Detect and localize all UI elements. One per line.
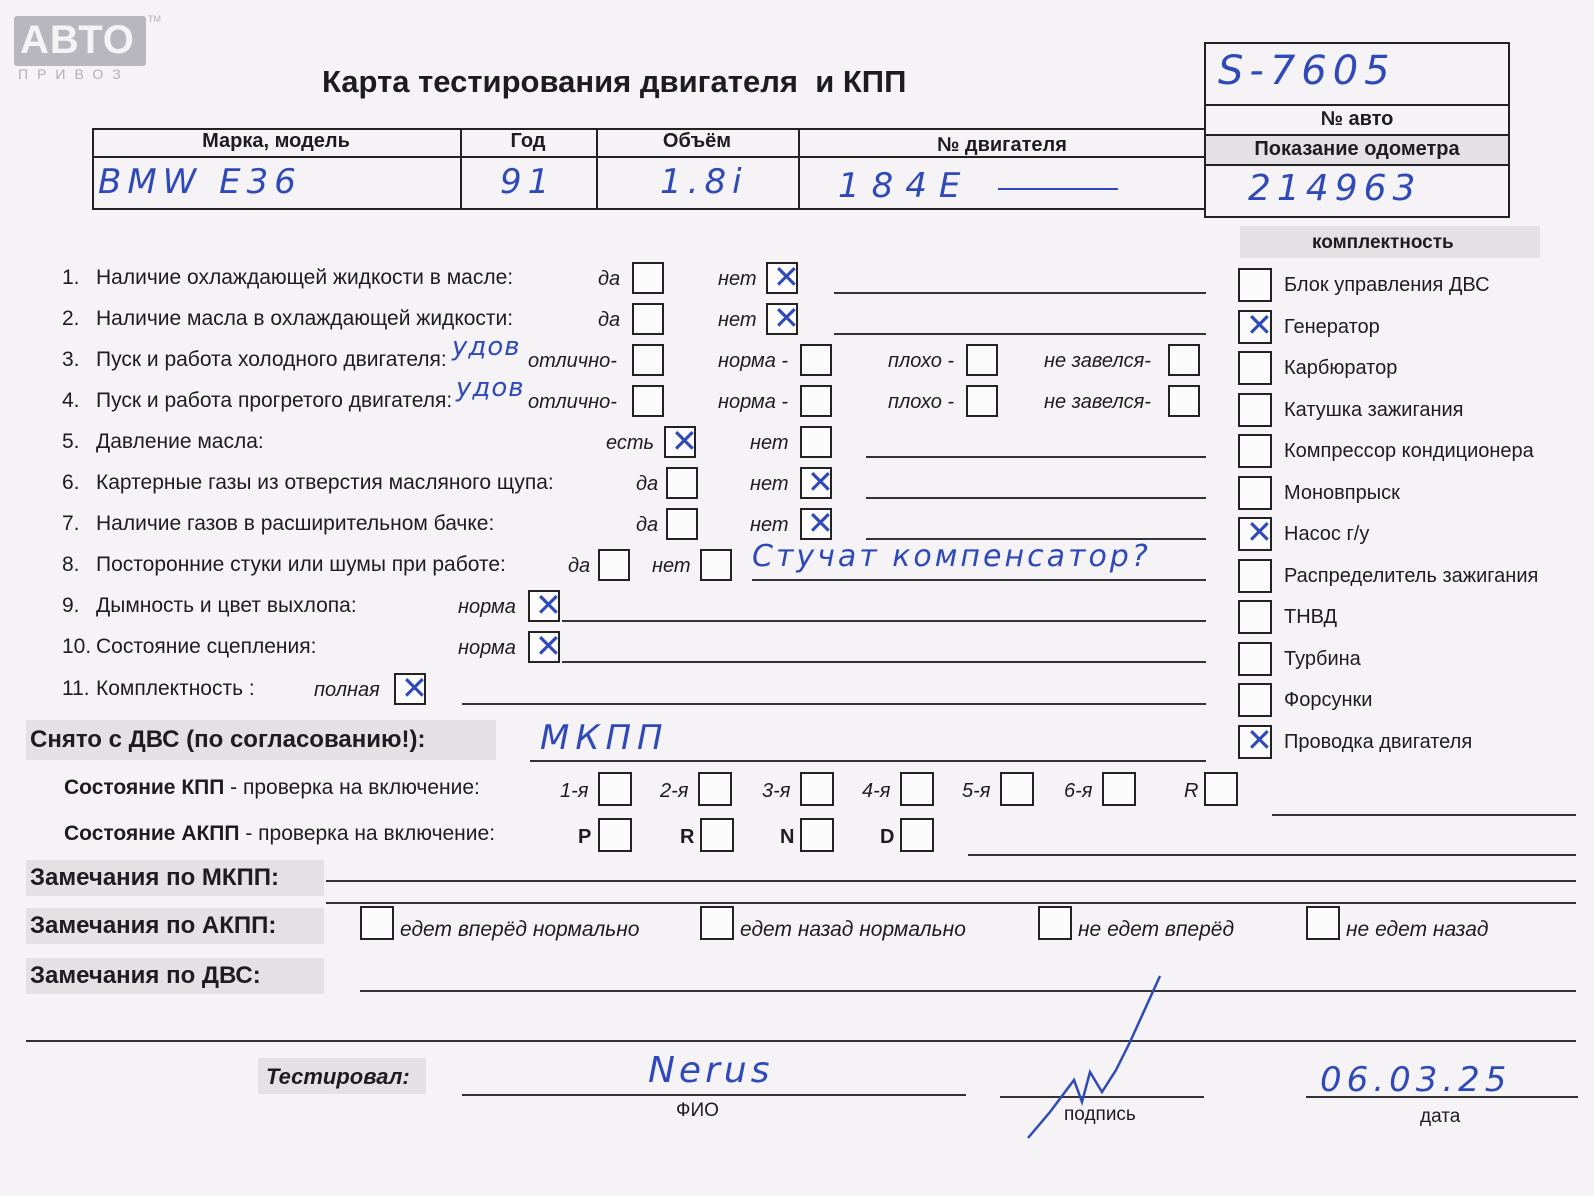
option-yes-checkbox[interactable] <box>666 508 698 540</box>
logo-tm: TM <box>148 14 161 24</box>
handwritten-note: Стучат компенсатор? <box>752 539 1151 574</box>
comment-line[interactable] <box>462 703 1206 705</box>
kit-checkbox[interactable] <box>1238 683 1272 717</box>
question-number: 5. <box>62 430 80 453</box>
question-text: Комплектность : <box>96 677 255 700</box>
question-text: Наличие охлаждающей жидкости в масле: <box>96 266 514 289</box>
akpp-option-checkbox[interactable] <box>1038 906 1072 940</box>
kit-checkbox[interactable] <box>1238 600 1272 634</box>
kit-checkbox[interactable] <box>1238 513 1273 551</box>
check-mark: ✕ <box>535 627 562 665</box>
akpp-option-label: едет назад нормально <box>740 918 966 941</box>
removed-label: Снято с ДВС (по согласованию!): <box>30 726 426 753</box>
kit-checkbox[interactable] <box>1238 559 1272 593</box>
gear-checkbox[interactable] <box>800 772 834 806</box>
option-checkbox[interactable] <box>966 344 998 376</box>
logo <box>14 16 146 66</box>
option-checkbox[interactable] <box>966 385 998 417</box>
sign-caption: подпись <box>1064 1104 1136 1125</box>
gear-label: R <box>1184 780 1199 802</box>
kit-item-label: Распределитель зажигания <box>1284 564 1539 587</box>
car-number-divider <box>1204 104 1510 106</box>
option-checkbox[interactable] <box>1168 344 1200 376</box>
kit-checkbox[interactable] <box>1238 642 1272 676</box>
option-no-label: нет <box>750 432 789 454</box>
mode-checkbox[interactable] <box>700 818 734 852</box>
check-mark: ✕ <box>671 422 698 460</box>
mode-label: D <box>880 826 895 848</box>
option-label: не завелся- <box>1044 350 1151 372</box>
option-no-checkbox[interactable] <box>766 299 800 337</box>
comment-line[interactable] <box>866 456 1206 458</box>
remarks-akpp-label: Замечания по АКПП: <box>30 912 277 939</box>
option-yes-label: да <box>568 555 591 577</box>
option-label: плохо - <box>888 350 955 372</box>
kit-item-label: Моновпрыск <box>1284 481 1400 504</box>
logo-text: АВТО <box>20 18 135 62</box>
option-yes-label: да <box>598 309 621 331</box>
option-yes-checkbox[interactable] <box>666 467 698 499</box>
kit-item-label: Проводка двигателя <box>1284 730 1473 753</box>
gear-label: 2-я <box>660 780 689 802</box>
mode-checkbox[interactable] <box>900 818 934 852</box>
comment-line[interactable] <box>752 579 1206 581</box>
date-line <box>1306 1096 1578 1098</box>
mode-label: N <box>780 826 795 848</box>
akpp-option-label: не едет назад <box>1346 918 1489 941</box>
kit-checkbox[interactable] <box>1238 720 1273 759</box>
volume-label: Объём <box>662 130 732 152</box>
option-yes-label: да <box>636 473 659 495</box>
remarks-mkpp-label: Замечания по МКПП: <box>30 864 280 891</box>
tested-label: Тестировал: <box>266 1064 410 1089</box>
kit-item-label: Насос г/у <box>1284 523 1370 545</box>
car-number-label: № авто <box>1320 108 1394 130</box>
kit-checkbox[interactable] <box>1238 476 1272 510</box>
mode-label: P <box>578 826 592 848</box>
gear-checkbox[interactable] <box>900 772 934 806</box>
question-number: 9. <box>62 594 80 617</box>
comment-line[interactable] <box>866 497 1206 499</box>
option-checkbox[interactable] <box>394 669 428 707</box>
name-line <box>462 1094 966 1096</box>
option-label: отлично- <box>528 350 617 372</box>
question-number: 3. <box>62 348 80 371</box>
date-caption: дата <box>1420 1106 1461 1127</box>
question-text: Пуск и работа холодного двигателя: <box>96 348 447 371</box>
mode-checkbox[interactable] <box>800 818 834 852</box>
question-text: Давление масла: <box>96 430 264 453</box>
remarks-mkpp-line <box>326 880 1576 882</box>
option-no-checkbox[interactable] <box>766 258 800 296</box>
question-text: Состояние сцепления: <box>96 635 317 658</box>
option-no-label: нет <box>750 473 789 495</box>
option-checkbox[interactable] <box>800 385 832 417</box>
question-text: Картерные газы из отверстия масляного щупа: <box>96 471 554 494</box>
gear-checkbox[interactable] <box>1204 772 1238 806</box>
option-label: норма - <box>718 391 789 413</box>
option-yes-checkbox[interactable] <box>664 422 698 460</box>
akpp-option-label: не едет вперёд <box>1078 918 1235 941</box>
gear-label: 5-я <box>962 780 991 802</box>
name-caption: ФИО <box>676 1100 719 1121</box>
akpp-label <box>64 822 495 846</box>
handwritten-note: удов <box>452 332 521 362</box>
mode-label: R <box>680 826 695 848</box>
kit-checkbox[interactable] <box>1238 305 1273 344</box>
removed-line <box>530 760 1206 762</box>
akpp-option-label: едет вперёд нормально <box>400 918 640 941</box>
option-yes-label: да <box>598 268 621 290</box>
option-checkbox[interactable] <box>1168 385 1200 417</box>
check-mark: ✕ <box>535 586 562 624</box>
kit-item-label: Турбина <box>1284 647 1361 670</box>
remarks-dvs-label: Замечания по ДВС: <box>30 962 261 989</box>
gear-checkbox[interactable] <box>1102 772 1136 806</box>
option-label: отлично- <box>528 391 617 413</box>
option-checkbox[interactable] <box>528 586 562 624</box>
remarks-mkpp-line-2 <box>326 902 1576 904</box>
engine-value: 184E <box>838 166 973 206</box>
tester-name: Nerus <box>648 1050 774 1091</box>
comment-line[interactable] <box>834 292 1206 294</box>
option-no-label: нет <box>652 555 691 577</box>
kit-checkbox[interactable] <box>1238 351 1272 385</box>
option-no-label: нет <box>718 309 757 331</box>
remarks-dvs-line <box>360 990 1576 992</box>
odometer-value: 214963 <box>1248 168 1422 209</box>
option-label: полная <box>314 679 380 701</box>
odometer-label: Показание одометра <box>1254 138 1460 160</box>
option-no-label: нет <box>750 514 789 536</box>
kit-title: комплектность <box>1312 232 1454 253</box>
option-yes-label: да <box>636 514 659 536</box>
kit-item-label: ТНВД <box>1284 606 1338 628</box>
option-no-checkbox[interactable] <box>800 463 834 501</box>
kit-item-label: Компрессор кондиционера <box>1284 440 1534 462</box>
check-mark: ✕ <box>401 669 428 707</box>
question-number: 4. <box>62 389 80 412</box>
question-text: Наличие газов в расширительном бачке: <box>96 512 495 535</box>
question-number: 11. <box>62 677 90 700</box>
check-mark: ✕ <box>1246 513 1273 551</box>
remarks-dvs-line-2 <box>26 1040 1576 1042</box>
akpp-option-checkbox[interactable] <box>700 906 734 940</box>
comment-line[interactable] <box>562 661 1206 663</box>
removed-value: МКПП <box>540 718 669 758</box>
gear-label: 3-я <box>762 780 791 802</box>
akpp-line <box>968 854 1576 856</box>
question-text: Наличие масла в охлаждающей жидкости: <box>96 307 514 330</box>
option-no-checkbox[interactable] <box>800 504 834 542</box>
comment-line[interactable] <box>562 620 1206 622</box>
comment-line[interactable] <box>834 333 1206 335</box>
option-no-label: нет <box>718 268 757 290</box>
option-no-checkbox[interactable] <box>800 426 832 458</box>
kit-item-label: Карбюратор <box>1284 357 1398 379</box>
gear-checkbox[interactable] <box>698 772 732 806</box>
engine-label: № двигателя <box>937 134 1067 156</box>
check-mark: ✕ <box>773 258 800 296</box>
page-title: Карта тестирования двигателя и КПП <box>322 64 907 99</box>
year-value: 91 <box>500 162 556 202</box>
kpp-label-bold: Состояние КПП <box>64 776 225 799</box>
gear-label: 4-я <box>862 780 891 802</box>
option-checkbox[interactable] <box>800 344 832 376</box>
logo-sub: ПРИВОЗ <box>18 66 130 82</box>
question-number: 2. <box>62 307 80 330</box>
kit-item-label: Блок управления ДВС <box>1284 274 1490 296</box>
option-yes-checkbox[interactable] <box>632 262 664 294</box>
kit-item-label: Катушка зажигания <box>1284 398 1464 421</box>
gear-label: 6-я <box>1064 780 1093 802</box>
option-no-checkbox[interactable] <box>700 549 732 581</box>
akpp-option-checkbox[interactable] <box>360 906 394 940</box>
option-label: не завелся- <box>1044 391 1151 413</box>
question-text: Посторонние стуки или шумы при работе: <box>96 553 506 576</box>
option-checkbox[interactable] <box>528 627 562 665</box>
option-yes-label: есть <box>606 432 655 454</box>
question-text: Пуск и работа прогретого двигателя: <box>96 389 453 412</box>
option-label: норма <box>458 637 516 659</box>
engine-dash <box>998 188 1118 190</box>
option-label: норма - <box>718 350 789 372</box>
model-label: Марка, модель <box>202 130 350 152</box>
kit-checkbox[interactable] <box>1238 434 1272 468</box>
year-label: Год <box>510 130 546 152</box>
kpp-label <box>64 776 480 800</box>
option-checkbox[interactable] <box>632 385 664 417</box>
volume-value: 1.8i <box>660 162 748 202</box>
question-text: Дымность и цвет выхлопа: <box>96 594 357 617</box>
kit-item-label: Форсунки <box>1284 689 1373 711</box>
option-label: норма <box>458 596 516 618</box>
check-mark: ✕ <box>807 504 834 542</box>
check-mark: ✕ <box>1246 305 1273 344</box>
option-label: плохо - <box>888 391 955 413</box>
question-number: 6. <box>62 471 80 494</box>
option-yes-checkbox[interactable] <box>598 549 630 581</box>
kit-checkbox[interactable] <box>1238 393 1272 427</box>
odometer-divider <box>1204 134 1510 136</box>
gear-checkbox[interactable] <box>1000 772 1034 806</box>
odometer-divider-2 <box>1204 164 1510 166</box>
date-value: 06.03.25 <box>1320 1060 1512 1100</box>
question-number: 7. <box>62 512 80 535</box>
gear-checkbox[interactable] <box>598 772 632 806</box>
kit-checkbox[interactable] <box>1238 268 1272 302</box>
kpp-line <box>1272 814 1576 816</box>
option-checkbox[interactable] <box>632 344 664 376</box>
handwritten-note: удов <box>456 373 525 403</box>
akpp-label-rest: - проверка на включение: <box>239 822 496 845</box>
check-mark: ✕ <box>1246 720 1273 759</box>
question-number: 10. <box>62 635 92 658</box>
model-value: BMW E36 <box>98 162 302 202</box>
kit-item-label: Генератор <box>1284 315 1380 338</box>
gear-label: 1-я <box>560 780 589 802</box>
question-number: 8. <box>62 553 80 576</box>
kpp-label-rest: - проверка на включение: <box>224 776 480 799</box>
option-yes-checkbox[interactable] <box>632 303 664 335</box>
question-number: 1. <box>62 266 80 289</box>
mode-checkbox[interactable] <box>598 818 632 852</box>
car-number-value: S-7605 <box>1218 48 1396 94</box>
akpp-option-checkbox[interactable] <box>1306 906 1340 940</box>
check-mark: ✕ <box>773 299 800 337</box>
signature <box>1020 972 1170 1142</box>
akpp-label-bold: Состояние АКПП <box>64 822 240 845</box>
check-mark: ✕ <box>807 463 834 501</box>
